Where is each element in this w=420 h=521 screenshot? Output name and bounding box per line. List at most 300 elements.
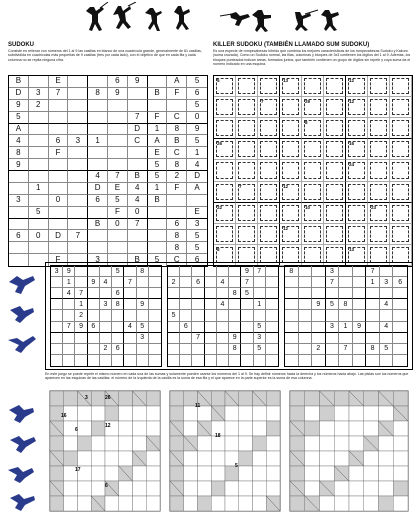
sudoku-cell[interactable] [112, 310, 124, 321]
sudoku-cell[interactable]: 5 [254, 322, 266, 333]
sudoku-cell[interactable] [149, 355, 161, 366]
sudoku-cell[interactable]: 3 [51, 266, 63, 277]
sudoku-cell[interactable] [312, 355, 326, 366]
sudoku-cell[interactable] [393, 322, 407, 333]
sudoku-cell[interactable]: 5 [187, 242, 207, 254]
sudoku-cell[interactable] [9, 207, 29, 219]
sudoku-cell[interactable]: 6 [393, 277, 407, 288]
sudoku-cell[interactable] [51, 310, 63, 321]
sudoku-cell[interactable]: F [148, 112, 168, 124]
sudoku-cell[interactable] [229, 266, 241, 277]
sudoku-cell[interactable] [180, 288, 192, 299]
killer-cell[interactable] [346, 182, 368, 203]
sudoku-cell[interactable]: 4 [128, 195, 148, 207]
sudoku-cell[interactable]: 2 [75, 310, 87, 321]
sudoku-cell[interactable] [366, 322, 380, 333]
sudoku-cell[interactable] [254, 310, 266, 321]
sudoku-cell[interactable] [68, 159, 88, 171]
sudoku-cell[interactable]: 4 [380, 299, 394, 310]
sudoku-cell[interactable] [180, 355, 192, 366]
sudoku-cell[interactable] [254, 355, 266, 366]
sudoku-cell[interactable] [88, 76, 108, 88]
sudoku-cell[interactable] [108, 230, 128, 242]
sudoku-cell[interactable] [137, 277, 149, 288]
sudoku-cell[interactable] [167, 207, 187, 219]
sudoku-cell[interactable]: 1 [187, 147, 207, 159]
killer-cell[interactable] [236, 224, 258, 245]
sudoku-cell[interactable]: 7 [254, 266, 266, 277]
sudoku-cell[interactable] [266, 322, 278, 333]
sudoku-cell[interactable] [112, 277, 124, 288]
sudoku-cell[interactable] [137, 310, 149, 321]
sudoku-cell[interactable] [128, 230, 148, 242]
sudoku-cell[interactable]: 6 [167, 219, 187, 231]
sudoku-cell[interactable] [312, 277, 326, 288]
killer-cell[interactable] [280, 182, 302, 203]
sudoku-cell[interactable] [254, 288, 266, 299]
sudoku-cell[interactable] [29, 124, 49, 136]
sudoku-cell[interactable] [299, 333, 313, 344]
sudoku-cell[interactable]: 5 [187, 100, 207, 112]
sudoku-cell[interactable] [88, 266, 100, 277]
sudoku-cell[interactable] [63, 344, 75, 355]
sudoku-cell[interactable] [299, 310, 313, 321]
sudoku-cell[interactable] [285, 344, 299, 355]
sudoku-cell[interactable] [29, 135, 49, 147]
sudoku-cell[interactable]: 8 [339, 299, 353, 310]
sudoku-cell[interactable] [217, 333, 229, 344]
killer-cell[interactable] [302, 118, 324, 139]
sudoku-cell[interactable] [75, 266, 87, 277]
sudoku-cell[interactable] [393, 310, 407, 321]
sudoku-cell[interactable] [108, 124, 128, 136]
sudoku-cell[interactable]: B [128, 254, 148, 266]
sudoku-cell[interactable] [88, 230, 108, 242]
sudoku-cell[interactable] [168, 344, 180, 355]
sudoku-cell[interactable] [128, 88, 148, 100]
killer-cell[interactable] [346, 160, 368, 181]
sudoku-cell[interactable] [266, 333, 278, 344]
killer-cell[interactable] [236, 97, 258, 118]
sudoku-cell[interactable]: E [108, 183, 128, 195]
sudoku-cell[interactable] [63, 310, 75, 321]
sudoku-cell[interactable] [88, 112, 108, 124]
sudoku-cell[interactable]: C [128, 135, 148, 147]
sudoku-cell[interactable]: B [88, 219, 108, 231]
sudoku-cell[interactable]: 9 [63, 266, 75, 277]
sudoku-cell[interactable] [75, 333, 87, 344]
sudoku-cell[interactable]: C [167, 147, 187, 159]
sudoku-cell[interactable] [192, 299, 204, 310]
sudoku-cell[interactable]: 8 [229, 344, 241, 355]
sudoku-cell[interactable] [241, 355, 253, 366]
sudoku-cell[interactable]: 7 [366, 266, 380, 277]
sudoku-cell[interactable] [51, 322, 63, 333]
sudoku-cell[interactable]: 5 [380, 344, 394, 355]
sudoku-cell[interactable] [205, 333, 217, 344]
sudoku-cell[interactable] [167, 195, 187, 207]
sudoku-cell[interactable] [63, 355, 75, 366]
sudoku-cell[interactable] [339, 277, 353, 288]
killer-cell[interactable] [214, 139, 236, 160]
sudoku-cell[interactable] [229, 322, 241, 333]
sudoku-cell[interactable] [9, 171, 29, 183]
sudoku-cell[interactable] [51, 299, 63, 310]
sudoku-cell[interactable]: 0 [187, 112, 207, 124]
sudoku-cell[interactable]: 8 [167, 159, 187, 171]
sudoku-cell[interactable] [339, 355, 353, 366]
sudoku-cell[interactable] [149, 266, 161, 277]
sudoku-cell[interactable] [148, 76, 168, 88]
sudoku-cell[interactable]: 5 [326, 299, 340, 310]
sudoku-cell[interactable] [49, 100, 69, 112]
sudoku-cell[interactable]: 2 [168, 277, 180, 288]
sudoku-cell[interactable] [168, 299, 180, 310]
sudoku-cell[interactable]: A [148, 135, 168, 147]
sudoku-cell[interactable]: 3 [187, 219, 207, 231]
sudoku-cell[interactable]: 5 [9, 112, 29, 124]
sudoku-cell[interactable]: 3 [326, 266, 340, 277]
sudoku-cell[interactable] [75, 344, 87, 355]
killer-cell[interactable] [280, 118, 302, 139]
killer-cell[interactable] [346, 203, 368, 224]
killer-cell[interactable] [258, 118, 280, 139]
sudoku-cell[interactable]: 4 [100, 277, 112, 288]
sudoku-cell[interactable] [299, 322, 313, 333]
sudoku-cell[interactable] [366, 333, 380, 344]
sudoku-cell[interactable] [187, 195, 207, 207]
sudoku-cell[interactable] [299, 277, 313, 288]
sudoku-cell[interactable] [88, 310, 100, 321]
killer-cell[interactable] [324, 224, 346, 245]
sudoku-cell[interactable] [88, 344, 100, 355]
sudoku-cell[interactable]: 7 [339, 344, 353, 355]
sudoku-cell[interactable] [366, 310, 380, 321]
sudoku-cell[interactable]: 5 [148, 171, 168, 183]
sudoku-cell[interactable]: 9 [229, 333, 241, 344]
sudoku-cell[interactable]: 9 [108, 88, 128, 100]
sudoku-cell[interactable] [88, 242, 108, 254]
sudoku-cell[interactable]: 9 [9, 100, 29, 112]
killer-cell[interactable] [214, 203, 236, 224]
sudoku-cell[interactable] [49, 242, 69, 254]
sudoku-cell[interactable]: F [108, 207, 128, 219]
sudoku-cell[interactable] [353, 310, 367, 321]
sudoku-cell[interactable]: 8 [167, 124, 187, 136]
killer-cell[interactable] [280, 139, 302, 160]
sudoku-cell[interactable] [137, 355, 149, 366]
sudoku-cell[interactable] [149, 344, 161, 355]
sudoku-cell[interactable] [312, 288, 326, 299]
sudoku-cell[interactable] [100, 288, 112, 299]
sudoku-cell[interactable] [167, 100, 187, 112]
sudoku-cell[interactable]: 5 [168, 310, 180, 321]
sudoku-cell[interactable] [299, 355, 313, 366]
killer-cell[interactable] [302, 139, 324, 160]
sudoku-cell[interactable]: 0 [108, 219, 128, 231]
sudoku-cell[interactable] [266, 344, 278, 355]
sudoku-cell[interactable]: 7 [124, 277, 136, 288]
sudoku-cell[interactable]: 5 [112, 266, 124, 277]
sudoku-cell[interactable]: 3 [9, 195, 29, 207]
sudoku-cell[interactable] [266, 277, 278, 288]
sudoku-cell[interactable]: 3 [29, 88, 49, 100]
sudoku-cell[interactable] [149, 277, 161, 288]
sudoku-cell[interactable] [51, 277, 63, 288]
sudoku-cell[interactable]: 4 [9, 135, 29, 147]
sudoku-cell[interactable] [88, 333, 100, 344]
sudoku-cell[interactable] [29, 159, 49, 171]
sudoku-cell[interactable]: 6 [49, 135, 69, 147]
sudoku-cell[interactable]: 4 [187, 159, 207, 171]
sudoku-cell[interactable]: 7 [241, 277, 253, 288]
sudoku-cell[interactable] [68, 100, 88, 112]
killer-cell[interactable] [258, 139, 280, 160]
sudoku-cell[interactable]: E [187, 207, 207, 219]
sudoku-cell[interactable] [68, 88, 88, 100]
sudoku-cell[interactable]: 4 [124, 322, 136, 333]
sudoku-cell[interactable]: C [167, 112, 187, 124]
sudoku-cell[interactable] [148, 207, 168, 219]
sudoku-cell[interactable] [124, 355, 136, 366]
sudoku-cell[interactable] [205, 277, 217, 288]
sudoku-cell[interactable]: 8 [9, 147, 29, 159]
sudoku-cell[interactable] [312, 266, 326, 277]
sudoku-cell[interactable] [180, 299, 192, 310]
sudoku-cell[interactable] [124, 333, 136, 344]
sudoku-cell[interactable]: D [88, 183, 108, 195]
killer-cell[interactable] [280, 97, 302, 118]
sudoku-cell[interactable] [380, 288, 394, 299]
sudoku-cell[interactable] [339, 266, 353, 277]
sudoku-cell[interactable] [266, 266, 278, 277]
sudoku-cell[interactable]: 3 [68, 135, 88, 147]
sudoku-cell[interactable]: 8 [366, 344, 380, 355]
sudoku-cell[interactable] [168, 355, 180, 366]
sudoku-cell[interactable]: 8 [285, 266, 299, 277]
sudoku-cell[interactable]: D [187, 171, 207, 183]
killer-cell[interactable] [390, 160, 412, 181]
sudoku-cell[interactable]: B [148, 88, 168, 100]
sudoku-cell[interactable] [192, 344, 204, 355]
sudoku-cell[interactable] [326, 344, 340, 355]
sudoku-cell[interactable]: 8 [88, 88, 108, 100]
sudoku-cell[interactable] [339, 288, 353, 299]
killer-cell[interactable] [324, 139, 346, 160]
sudoku-cell[interactable] [217, 310, 229, 321]
sudoku-cell[interactable]: 8 [112, 299, 124, 310]
killer-cell[interactable] [346, 118, 368, 139]
sudoku-cell[interactable]: 6 [9, 230, 29, 242]
sudoku-cell[interactable]: 6 [112, 288, 124, 299]
sudoku-cell[interactable]: 5 [148, 159, 168, 171]
killer-cell[interactable] [346, 224, 368, 245]
sudoku-cell[interactable]: 9 [75, 322, 87, 333]
sudoku-cell[interactable] [266, 310, 278, 321]
sudoku-cell[interactable] [88, 207, 108, 219]
sudoku-cell[interactable] [49, 219, 69, 231]
sudoku-cell[interactable]: D [128, 124, 148, 136]
sudoku-cell[interactable]: 6 [88, 322, 100, 333]
sudoku-cell[interactable] [229, 355, 241, 366]
sudoku-cell[interactable] [192, 322, 204, 333]
sudoku-cell[interactable] [124, 344, 136, 355]
sudoku-cell[interactable]: 4 [128, 183, 148, 195]
sudoku-cell[interactable] [9, 219, 29, 231]
sudoku-cell[interactable] [326, 333, 340, 344]
sudoku-cell[interactable] [285, 299, 299, 310]
sudoku-cell[interactable]: 6 [112, 344, 124, 355]
sudoku-cell[interactable]: 3 [137, 333, 149, 344]
killer-cell[interactable] [368, 76, 390, 97]
sudoku-cell[interactable]: 2 [100, 344, 112, 355]
sudoku-cell[interactable]: 7 [68, 230, 88, 242]
sudoku-cell[interactable] [180, 310, 192, 321]
killer-cell[interactable] [390, 224, 412, 245]
sudoku-cell[interactable]: 6 [88, 195, 108, 207]
sudoku-cell[interactable]: A [9, 124, 29, 136]
sudoku-cell[interactable] [266, 299, 278, 310]
sudoku-cell[interactable] [180, 277, 192, 288]
sudoku-cell[interactable]: 9 [241, 266, 253, 277]
sudoku-cell[interactable]: 9 [128, 76, 148, 88]
sudoku-cell[interactable] [148, 100, 168, 112]
sudoku-cell[interactable] [380, 310, 394, 321]
sudoku-cell[interactable] [285, 288, 299, 299]
sudoku-cell[interactable] [217, 266, 229, 277]
sudoku-cell[interactable] [112, 333, 124, 344]
sudoku-cell[interactable] [149, 310, 161, 321]
sudoku-cell[interactable] [339, 310, 353, 321]
sudoku-cell[interactable] [29, 112, 49, 124]
killer-cell[interactable] [302, 160, 324, 181]
sudoku-cell[interactable]: B [128, 171, 148, 183]
sudoku-cell[interactable] [353, 355, 367, 366]
sudoku-cell[interactable]: 8 [229, 288, 241, 299]
sudoku-cell[interactable]: 8 [167, 242, 187, 254]
sudoku-cell[interactable] [108, 242, 128, 254]
sudoku-cell[interactable]: 9 [88, 277, 100, 288]
sudoku-cell[interactable]: 1 [148, 124, 168, 136]
sudoku-cell[interactable] [29, 242, 49, 254]
sudoku-cell[interactable] [100, 266, 112, 277]
sudoku-cell[interactable]: 1 [75, 299, 87, 310]
sudoku-cell[interactable]: B [148, 195, 168, 207]
sudoku-cell[interactable] [229, 310, 241, 321]
sudoku-cell[interactable] [393, 355, 407, 366]
killer-cell[interactable] [302, 76, 324, 97]
killer-cell[interactable] [280, 76, 302, 97]
sudoku-cell[interactable]: 5 [254, 344, 266, 355]
sudoku-cell[interactable] [312, 333, 326, 344]
sudoku-cell[interactable] [366, 288, 380, 299]
sudoku-cell[interactable]: 1 [148, 183, 168, 195]
sudoku-cell[interactable] [353, 288, 367, 299]
sudoku-cell[interactable] [393, 299, 407, 310]
killer-cell[interactable] [368, 97, 390, 118]
sudoku-cell[interactable] [9, 183, 29, 195]
sudoku-cell[interactable]: D [49, 230, 69, 242]
killer-cell[interactable] [324, 97, 346, 118]
killer-cell[interactable] [214, 182, 236, 203]
sudoku-cell[interactable]: 2 [167, 171, 187, 183]
sudoku-cell[interactable] [312, 310, 326, 321]
sudoku-cell[interactable]: 9 [9, 159, 29, 171]
sudoku-cell[interactable] [149, 288, 161, 299]
sudoku-cell[interactable]: 7 [63, 322, 75, 333]
sudoku-cell[interactable] [128, 159, 148, 171]
sudoku-cell[interactable]: 1 [339, 322, 353, 333]
sudoku-cell[interactable]: 5 [187, 135, 207, 147]
sudoku-cell[interactable] [88, 147, 108, 159]
killer-cell[interactable] [368, 182, 390, 203]
sudoku-cell[interactable]: 0 [128, 207, 148, 219]
sudoku-cell[interactable]: 7 [75, 288, 87, 299]
sudoku-cell[interactable]: 5 [148, 254, 168, 266]
sudoku-cell[interactable] [88, 288, 100, 299]
sudoku-cell[interactable] [168, 322, 180, 333]
sudoku-cell[interactable] [124, 310, 136, 321]
sudoku-cell[interactable] [137, 288, 149, 299]
killer-cell[interactable] [258, 224, 280, 245]
sudoku-cell[interactable] [205, 288, 217, 299]
sudoku-cell[interactable] [149, 322, 161, 333]
killer-cell[interactable] [368, 118, 390, 139]
killer-cell[interactable] [258, 203, 280, 224]
sudoku-cell[interactable] [205, 266, 217, 277]
sudoku-cell[interactable] [299, 288, 313, 299]
killer-cell[interactable] [280, 160, 302, 181]
sudoku-cell[interactable] [49, 183, 69, 195]
killer-cell[interactable] [368, 139, 390, 160]
sudoku-cell[interactable]: 2 [29, 100, 49, 112]
sudoku-cell[interactable] [205, 299, 217, 310]
sudoku-cell[interactable]: E [49, 76, 69, 88]
killer-cell[interactable] [390, 203, 412, 224]
sudoku-cell[interactable] [29, 76, 49, 88]
sudoku-cell[interactable] [49, 124, 69, 136]
sudoku-cell[interactable] [112, 322, 124, 333]
sudoku-cell[interactable]: D [9, 88, 29, 100]
sudoku-cell[interactable] [380, 333, 394, 344]
sudoku-cell[interactable] [192, 288, 204, 299]
sudoku-cell[interactable]: 5 [187, 76, 207, 88]
sudoku-cell[interactable]: 6 [108, 76, 128, 88]
sudoku-cell[interactable]: 3 [254, 333, 266, 344]
sudoku-cell[interactable] [229, 299, 241, 310]
sudoku-cell[interactable] [266, 355, 278, 366]
sudoku-cell[interactable] [393, 288, 407, 299]
sudoku-cell[interactable] [88, 124, 108, 136]
killer-cell[interactable] [236, 182, 258, 203]
sudoku-cell[interactable] [68, 112, 88, 124]
sudoku-cell[interactable] [241, 344, 253, 355]
sudoku-cell[interactable]: B [167, 135, 187, 147]
sudoku-cell[interactable]: 4 [217, 299, 229, 310]
sudoku-cell[interactable] [326, 310, 340, 321]
sudoku-cell[interactable] [353, 333, 367, 344]
killer-cell[interactable] [236, 160, 258, 181]
sudoku-cell[interactable] [68, 76, 88, 88]
sudoku-cell[interactable] [124, 266, 136, 277]
sudoku-cell[interactable]: 3 [100, 299, 112, 310]
killer-cell[interactable] [302, 182, 324, 203]
sudoku-cell[interactable] [205, 322, 217, 333]
sudoku-cell[interactable] [51, 288, 63, 299]
killer-cell[interactable] [236, 139, 258, 160]
sudoku-cell[interactable] [128, 242, 148, 254]
sudoku-cell[interactable] [51, 355, 63, 366]
